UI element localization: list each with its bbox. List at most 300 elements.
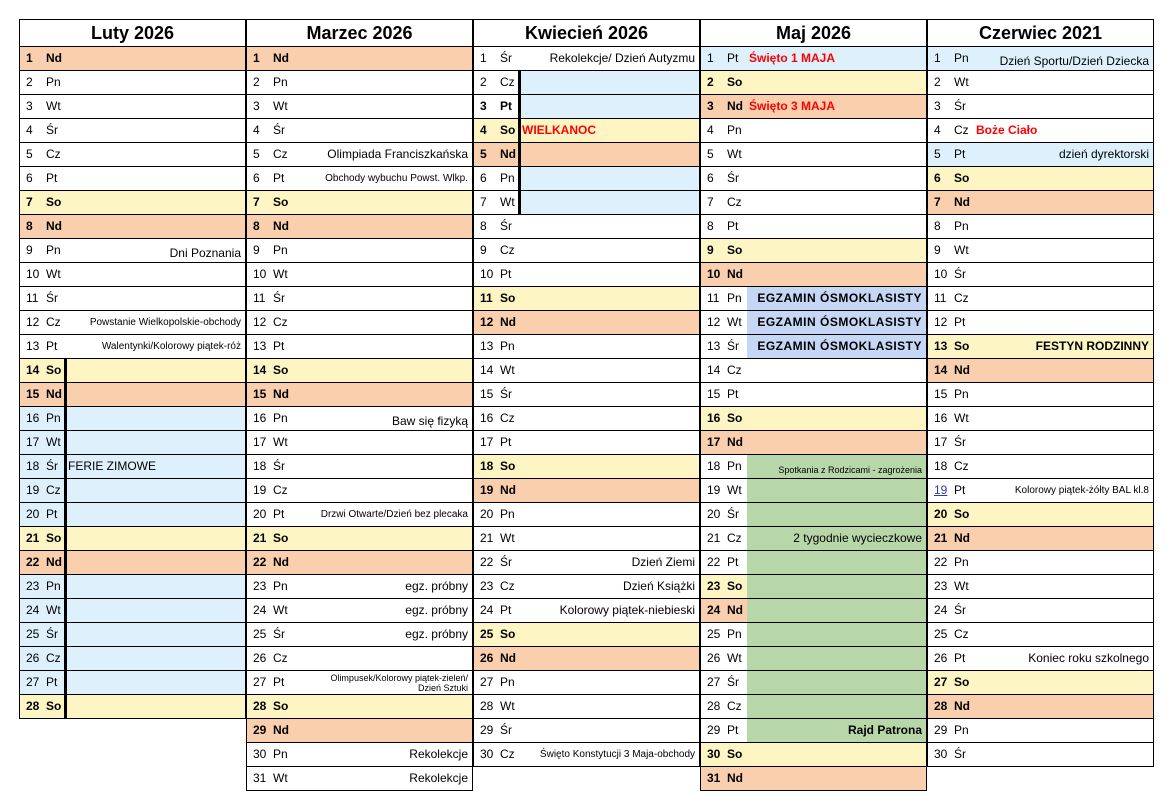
period-bar	[518, 95, 521, 118]
day-of-week: Pn	[727, 123, 742, 137]
day-row	[927, 383, 1154, 407]
month-column	[19, 19, 246, 713]
day-row	[700, 743, 927, 767]
day-number: 30	[253, 747, 267, 761]
period-bar	[64, 431, 67, 454]
day-of-week: So	[273, 195, 289, 209]
day-row	[927, 215, 1154, 239]
day-of-week: Pn	[954, 219, 969, 233]
day-row	[19, 215, 246, 239]
day-row	[700, 527, 927, 551]
event-label: Obchody wybuchu Powst. Wlkp.	[325, 173, 468, 184]
day-of-week: Nd	[46, 555, 62, 569]
day-of-week: So	[273, 699, 289, 713]
day-number: 7	[480, 195, 487, 209]
day-row	[19, 239, 246, 263]
day-number: 27	[480, 675, 494, 689]
day-of-week: Śr	[46, 459, 58, 473]
day-number: 22	[480, 555, 494, 569]
day-row	[700, 263, 927, 287]
day-of-week: Pn	[273, 747, 288, 761]
day-of-week: Nd	[727, 435, 743, 449]
day-of-week: Nd	[727, 603, 743, 617]
day-number: 1	[253, 51, 260, 65]
day-row	[246, 263, 473, 287]
day-of-week: Wt	[954, 411, 969, 425]
day-number: 15	[253, 387, 267, 401]
day-row	[19, 95, 246, 119]
day-of-week: Śr	[954, 99, 966, 113]
day-row	[700, 71, 927, 95]
day-of-week: Wt	[954, 75, 969, 89]
day-number: 17	[253, 435, 267, 449]
day-number: 14	[480, 363, 494, 377]
day-row	[473, 383, 700, 407]
day-number: 20	[253, 507, 267, 521]
day-row	[700, 671, 927, 695]
event-label: Rekolekcje	[409, 771, 468, 785]
day-row	[246, 599, 473, 623]
day-number: 10	[707, 267, 721, 281]
day-row	[246, 551, 473, 575]
day-of-week: Śr	[500, 387, 512, 401]
day-row	[473, 455, 700, 479]
day-number: 16	[253, 411, 267, 425]
event-fill	[747, 503, 926, 526]
day-number: 8	[707, 219, 714, 233]
day-row	[473, 671, 700, 695]
day-of-week: Pt	[727, 219, 739, 233]
period-bar	[518, 143, 521, 166]
day-number: 12	[934, 315, 948, 329]
day-row	[700, 647, 927, 671]
day-of-week: Cz	[500, 75, 515, 89]
day-number: 22	[934, 555, 948, 569]
day-row	[246, 335, 473, 359]
day-number: 18	[26, 459, 40, 473]
day-of-week: Pn	[273, 411, 288, 425]
day-row	[19, 407, 246, 431]
day-number: 15	[26, 387, 40, 401]
day-of-week: Nd	[500, 147, 516, 161]
day-number: 11	[253, 291, 266, 305]
day-of-week: Nd	[727, 99, 743, 113]
day-row	[473, 239, 700, 263]
period-bar	[64, 479, 67, 502]
day-number: 15	[934, 387, 948, 401]
day-row	[927, 407, 1154, 431]
day-of-week: Pt	[273, 675, 285, 689]
period-bar	[64, 551, 67, 574]
day-number: 6	[480, 171, 487, 185]
month-title: Luty 2026	[19, 19, 246, 47]
day-row	[927, 335, 1154, 359]
day-row	[700, 551, 927, 575]
day-number: 16	[480, 411, 494, 425]
month-column	[700, 19, 927, 785]
day-row	[19, 71, 246, 95]
event-label: egz. próbny	[405, 603, 468, 617]
day-row	[473, 599, 700, 623]
day-number: 26	[707, 651, 721, 665]
day-of-week: Cz	[273, 651, 288, 665]
day-of-week: Pt	[727, 387, 739, 401]
day-row	[927, 479, 1154, 503]
day-of-week: Pt	[273, 339, 285, 353]
day-row	[19, 311, 246, 335]
event-label: Rekolekcje/ Dzień Autyzmu	[549, 51, 695, 65]
event-label: Kolorowy piątek-niebieski	[559, 603, 695, 617]
day-number: 22	[707, 555, 721, 569]
day-row	[19, 623, 246, 647]
month-column	[246, 19, 473, 785]
day-row	[473, 695, 700, 719]
day-of-week: Cz	[727, 195, 742, 209]
day-row	[700, 479, 927, 503]
day-of-week: Nd	[273, 555, 289, 569]
day-number: 20	[26, 507, 40, 521]
day-row	[927, 119, 1154, 143]
period-bar	[64, 527, 67, 550]
day-number: 13	[934, 339, 948, 353]
event-label: FERIE ZIMOWE	[68, 459, 156, 473]
day-number: 13	[26, 339, 40, 353]
day-of-week: Pn	[46, 579, 61, 593]
day-row	[927, 239, 1154, 263]
day-of-week: Wt	[273, 603, 288, 617]
day-number: 13	[707, 339, 721, 353]
day-row	[927, 647, 1154, 671]
day-number: 13	[253, 339, 267, 353]
day-of-week: Cz	[954, 459, 969, 473]
day-of-week: Śr	[727, 339, 739, 353]
day-number: 24	[707, 603, 721, 617]
day-number: 8	[934, 219, 941, 233]
event-fill	[747, 551, 926, 574]
day-of-week: Cz	[954, 291, 969, 305]
day-number: 10	[934, 267, 948, 281]
day-of-week: Cz	[273, 483, 288, 497]
day-row	[246, 455, 473, 479]
day-number: 4	[707, 123, 714, 137]
day-row	[927, 671, 1154, 695]
event-label: Koniec roku szkolnego	[1028, 651, 1149, 665]
day-number: 15	[480, 387, 494, 401]
day-number: 28	[707, 699, 721, 713]
day-of-week: Śr	[500, 51, 512, 65]
day-number: 5	[26, 147, 33, 161]
day-number: 7	[253, 195, 260, 209]
day-row	[19, 503, 246, 527]
day-of-week: Nd	[954, 699, 970, 713]
day-number: 20	[934, 507, 948, 521]
day-of-week: Wt	[46, 435, 61, 449]
day-of-week: Cz	[500, 579, 515, 593]
day-number: 7	[934, 195, 941, 209]
day-of-week: Cz	[46, 147, 61, 161]
day-row	[246, 95, 473, 119]
day-of-week: So	[954, 507, 970, 521]
day-row	[246, 743, 473, 767]
event-label: Dni Poznania	[169, 246, 241, 260]
day-row	[19, 671, 246, 695]
day-row	[246, 143, 473, 167]
day-row	[927, 431, 1154, 455]
day-number: 1	[934, 51, 941, 65]
event-fill	[520, 167, 699, 190]
day-of-week: Pn	[954, 51, 969, 65]
event-label: Rekolekcje	[409, 747, 468, 761]
day-of-week: Śr	[954, 747, 966, 761]
day-row	[246, 431, 473, 455]
day-row	[19, 143, 246, 167]
day-of-week: Śr	[954, 603, 966, 617]
day-of-week: Wt	[727, 315, 742, 329]
day-number: 10	[480, 267, 494, 281]
day-number: 11	[26, 291, 39, 305]
day-number: 6	[253, 171, 260, 185]
day-of-week: Pn	[273, 75, 288, 89]
day-number: 23	[934, 579, 948, 593]
day-row	[700, 143, 927, 167]
day-number: 6	[707, 171, 714, 185]
day-number: 17	[480, 435, 494, 449]
day-row	[700, 383, 927, 407]
day-number: 21	[934, 531, 948, 545]
day-of-week: Śr	[500, 723, 512, 737]
day-number: 23	[253, 579, 267, 593]
day-of-week: Nd	[954, 531, 970, 545]
day-of-week: Wt	[273, 771, 288, 785]
day-number: 8	[26, 219, 33, 233]
day-number: 8	[480, 219, 487, 233]
day-number: 24	[934, 603, 948, 617]
day-number: 14	[26, 363, 40, 377]
day-of-week: Nd	[273, 723, 289, 737]
day-of-week: Pt	[46, 339, 58, 353]
day-row	[927, 143, 1154, 167]
day-row	[19, 551, 246, 575]
day-number: 23	[480, 579, 494, 593]
day-row	[246, 119, 473, 143]
event-label: Kolorowy piątek-żółty BAL kl.8	[1014, 485, 1149, 496]
day-of-week: Śr	[273, 459, 285, 473]
day-number: 15	[707, 387, 721, 401]
day-row	[473, 479, 700, 503]
day-of-week: So	[727, 411, 743, 425]
day-number: 3	[707, 99, 714, 113]
event-label: Dzień Książki	[622, 579, 695, 593]
day-of-week: Wt	[954, 243, 969, 257]
day-row	[700, 767, 927, 791]
day-number: 17	[707, 435, 721, 449]
day-row	[927, 575, 1154, 599]
day-number: 31	[253, 771, 267, 785]
day-of-week: So	[500, 123, 516, 137]
event-label: Spotkania z Rodzicami - zagrożenia	[778, 465, 922, 475]
day-of-week: Pt	[273, 507, 285, 521]
period-bar	[64, 647, 67, 670]
day-row	[473, 551, 700, 575]
day-of-week: Pn	[727, 459, 742, 473]
day-of-week: Pt	[273, 171, 285, 185]
day-number: 11	[480, 291, 493, 305]
day-row	[927, 719, 1154, 743]
day-row	[19, 167, 246, 191]
day-row	[246, 311, 473, 335]
day-number: 7	[26, 195, 33, 209]
day-row	[19, 383, 246, 407]
period-bar	[64, 359, 67, 382]
day-of-week: Nd	[273, 387, 289, 401]
day-number: 29	[480, 723, 494, 737]
day-of-week: Wt	[500, 195, 515, 209]
day-of-week: Wt	[273, 435, 288, 449]
day-of-week: Cz	[954, 627, 969, 641]
day-row	[19, 455, 246, 479]
day-number: 5	[480, 147, 487, 161]
period-bar	[64, 455, 67, 478]
event-label: EGZAMIN ÓSMOKLASISTY	[757, 339, 922, 353]
day-number: 26	[480, 651, 494, 665]
day-number: 2	[26, 75, 33, 89]
day-of-week: Wt	[500, 699, 515, 713]
day-of-week: Cz	[727, 531, 742, 545]
day-number: 18	[480, 459, 494, 473]
day-of-week: Cz	[500, 411, 515, 425]
day-of-week: Śr	[273, 123, 285, 137]
event-label: Drzwi Otwarte/Dzień bez plecaka	[320, 509, 468, 520]
day-of-week: Wt	[46, 99, 61, 113]
day-of-week: Pn	[500, 675, 515, 689]
day-row	[473, 215, 700, 239]
day-row	[19, 263, 246, 287]
day-of-week: Pn	[954, 555, 969, 569]
event-label: Olimpusek/Kolorowy piątek-zieleń/ Dzień Sztuki	[330, 673, 468, 693]
event-fill	[747, 647, 926, 670]
day-number: 25	[253, 627, 267, 641]
day-of-week: Nd	[500, 315, 516, 329]
day-number: 12	[26, 315, 40, 329]
day-number: 14	[707, 363, 721, 377]
day-row	[19, 191, 246, 215]
day-row	[700, 119, 927, 143]
day-of-week: So	[46, 363, 62, 377]
day-of-week: Wt	[954, 579, 969, 593]
day-of-week: Nd	[727, 771, 743, 785]
day-number[interactable]: 19	[934, 483, 948, 497]
day-number: 9	[253, 243, 260, 257]
event-fill	[520, 95, 699, 118]
day-row	[927, 167, 1154, 191]
day-number: 24	[26, 603, 40, 617]
day-of-week: Śr	[46, 627, 58, 641]
day-of-week: So	[273, 363, 289, 377]
day-of-week: Nd	[727, 267, 743, 281]
day-number: 25	[480, 627, 494, 641]
day-of-week: Pt	[954, 315, 966, 329]
day-row	[19, 335, 246, 359]
day-number: 2	[707, 75, 714, 89]
period-bar	[64, 695, 67, 718]
day-number: 14	[934, 363, 948, 377]
day-number: 19	[480, 483, 494, 497]
day-number: 22	[253, 555, 267, 569]
day-row	[927, 551, 1154, 575]
day-row	[246, 239, 473, 263]
day-of-week: Pt	[500, 267, 512, 281]
event-label: EGZAMIN ÓSMOKLASISTY	[757, 315, 922, 329]
period-bar	[64, 671, 67, 694]
period-bar	[518, 191, 521, 214]
day-row	[246, 47, 473, 71]
day-of-week: Pt	[500, 603, 512, 617]
day-of-week: Nd	[500, 651, 516, 665]
day-of-week: Nd	[500, 483, 516, 497]
period-bar	[64, 503, 67, 526]
day-of-week: Nd	[954, 195, 970, 209]
day-row	[927, 527, 1154, 551]
month-title: Marzec 2026	[246, 19, 473, 47]
day-row	[246, 503, 473, 527]
event-fill	[520, 191, 699, 214]
day-number: 11	[707, 291, 720, 305]
day-row	[927, 71, 1154, 95]
day-number: 30	[934, 747, 948, 761]
day-row	[700, 47, 927, 71]
day-number: 26	[26, 651, 40, 665]
day-number: 2	[480, 75, 487, 89]
day-number: 2	[253, 75, 260, 89]
day-row	[473, 719, 700, 743]
day-number: 28	[480, 699, 494, 713]
event-label: Boże Ciało	[976, 123, 1038, 137]
day-of-week: Cz	[46, 483, 61, 497]
day-row	[700, 95, 927, 119]
day-row	[927, 359, 1154, 383]
day-row	[19, 47, 246, 71]
event-label: Święto Konstytucji 3 Maja-obchody	[539, 749, 695, 760]
period-bar	[64, 599, 67, 622]
day-number: 30	[707, 747, 721, 761]
day-of-week: Pt	[46, 675, 58, 689]
day-number: 8	[253, 219, 260, 233]
day-of-week: Śr	[727, 171, 739, 185]
day-number: 1	[707, 51, 714, 65]
day-of-week: So	[46, 699, 62, 713]
event-fill	[747, 575, 926, 598]
event-label: egz. próbny	[405, 627, 468, 641]
day-number: 10	[26, 267, 40, 281]
day-row	[19, 647, 246, 671]
day-number: 26	[253, 651, 267, 665]
day-row	[473, 119, 700, 143]
day-row	[700, 503, 927, 527]
day-row	[700, 407, 927, 431]
day-number: 2	[934, 75, 941, 89]
day-row	[927, 311, 1154, 335]
day-row	[473, 143, 700, 167]
day-of-week: So	[46, 195, 62, 209]
day-row	[700, 239, 927, 263]
day-of-week: Cz	[46, 315, 61, 329]
day-row	[700, 335, 927, 359]
day-of-week: Wt	[727, 483, 742, 497]
day-number: 9	[934, 243, 941, 257]
day-row	[700, 215, 927, 239]
day-number: 21	[480, 531, 494, 545]
day-row	[927, 263, 1154, 287]
